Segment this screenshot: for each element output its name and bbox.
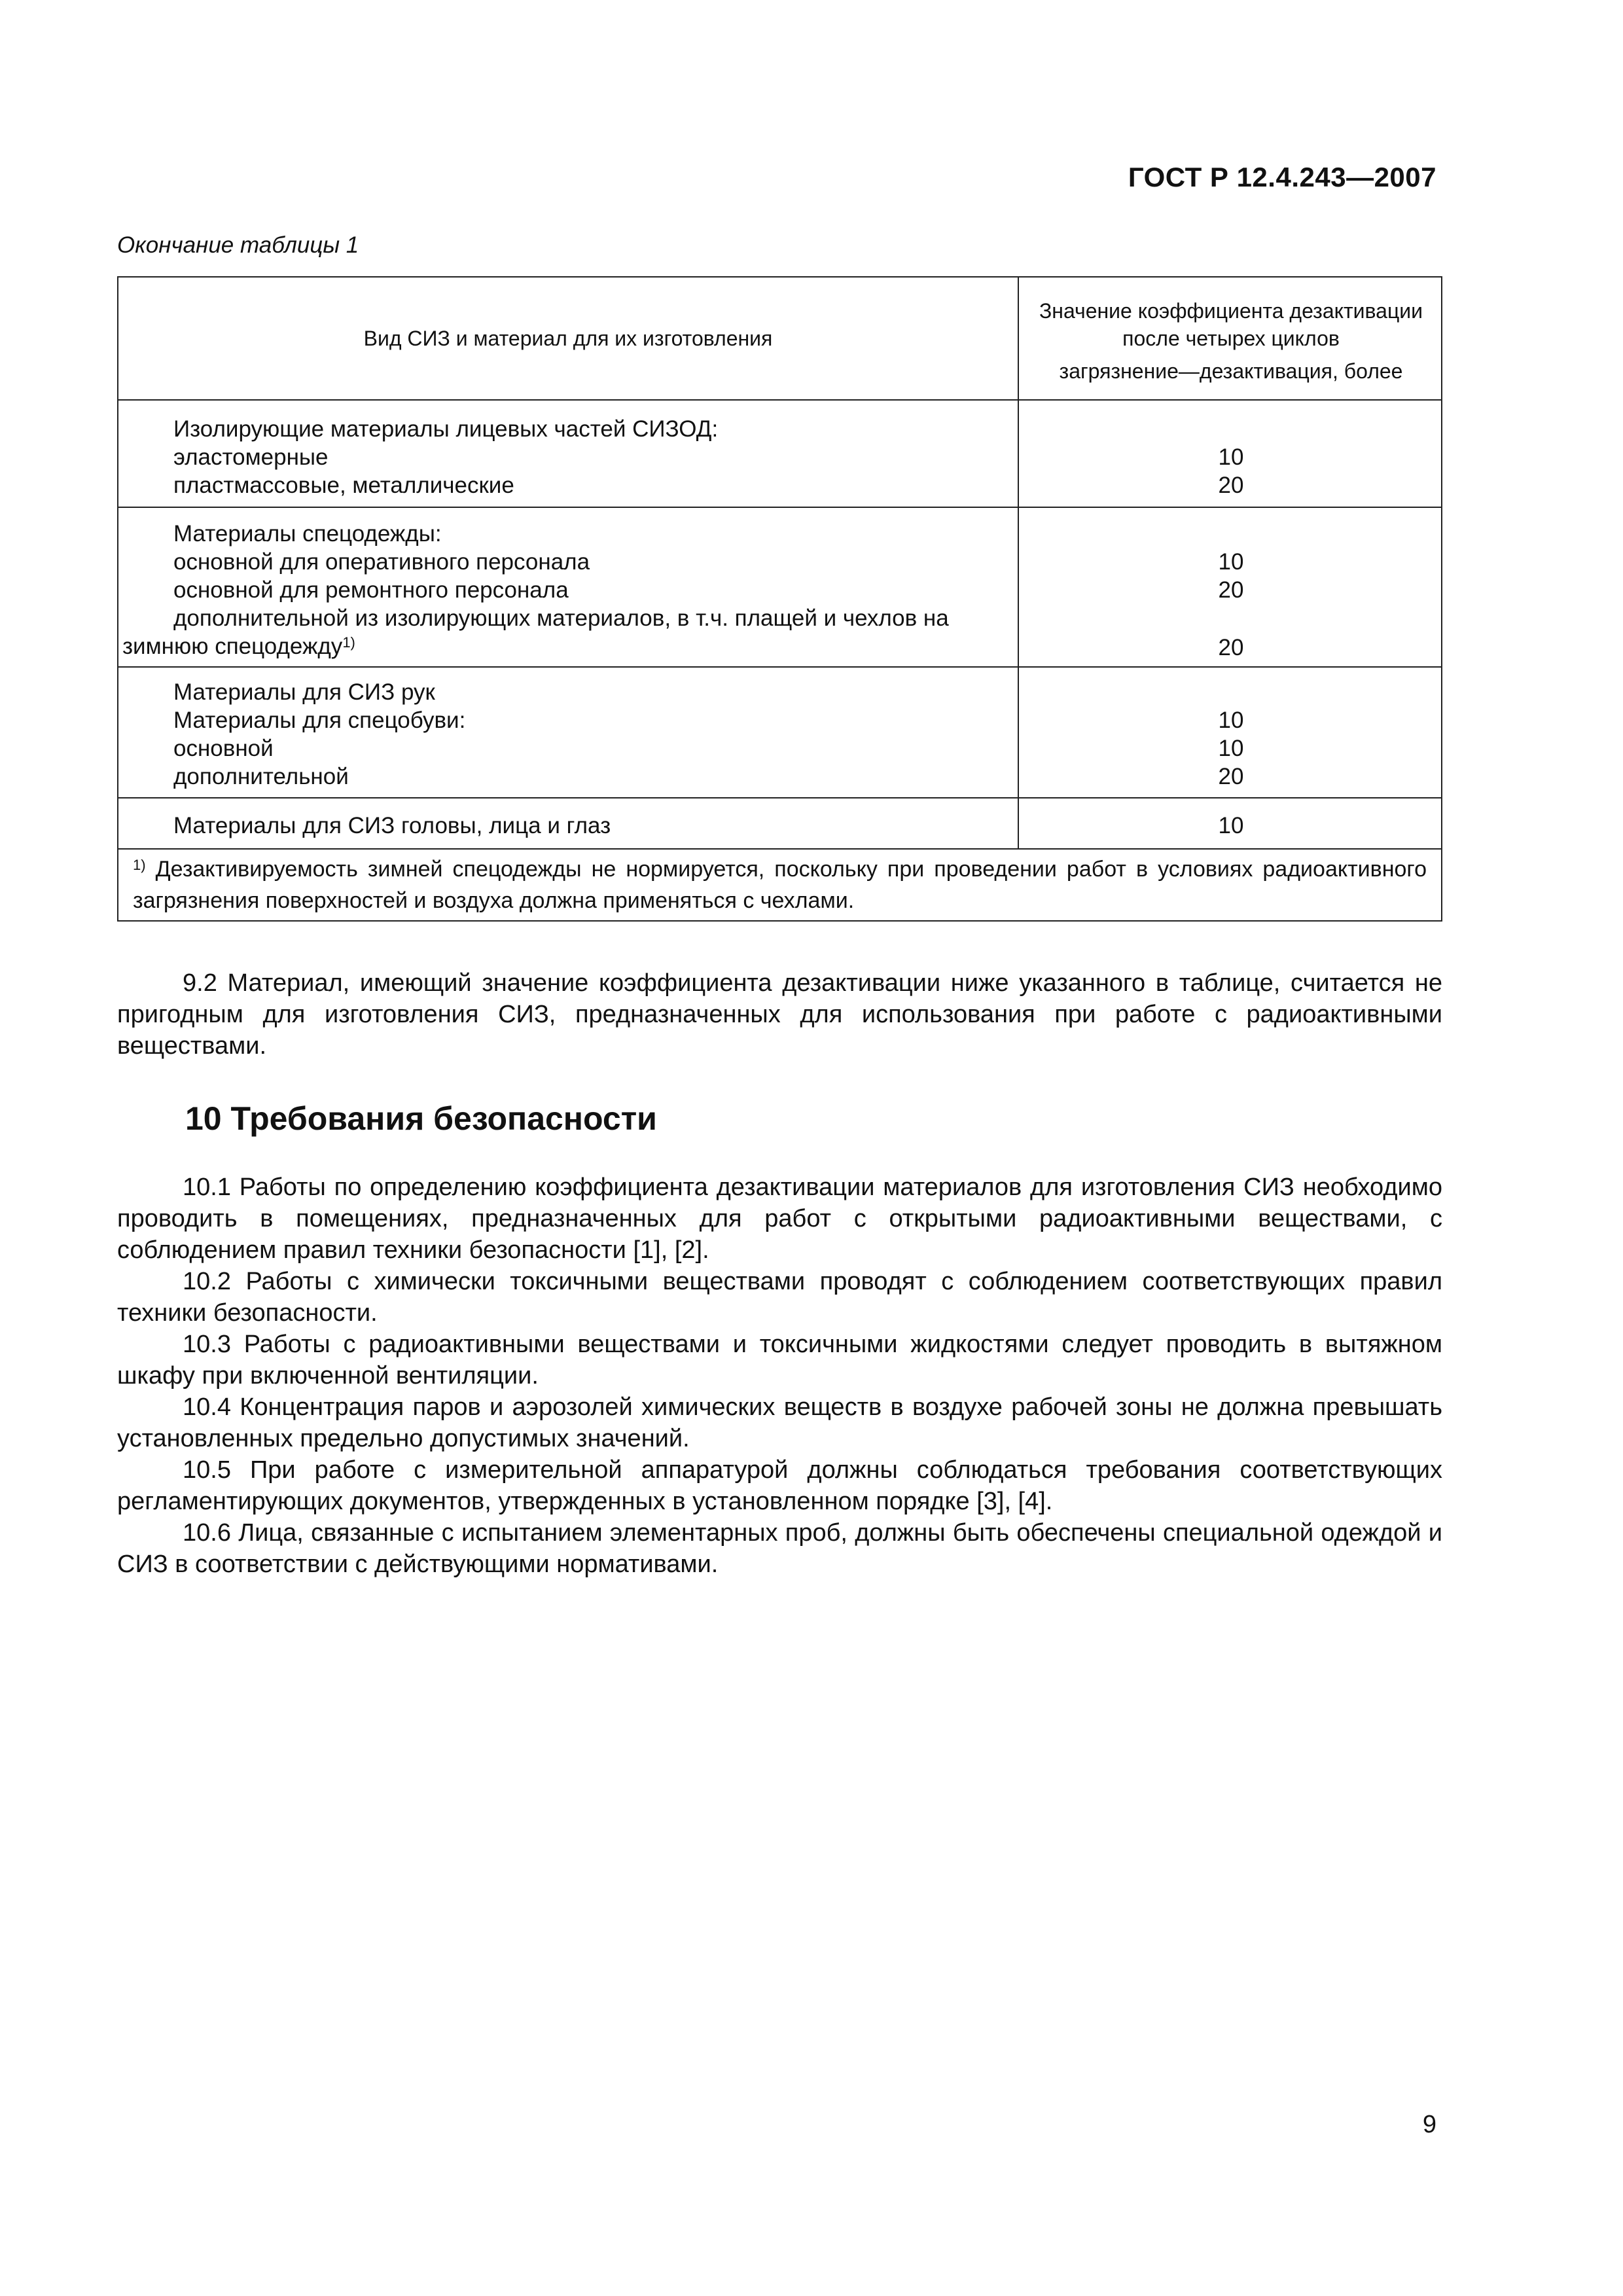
table-row-label: основной для ремонтного персонала xyxy=(173,577,569,603)
table-row-label: основной для оперативного персонала xyxy=(173,549,590,575)
table-row-label: Материалы для спецобуви: xyxy=(173,708,466,733)
row-divider xyxy=(118,507,1441,508)
row-divider xyxy=(118,797,1441,798)
table-row-label: дополнительной из изолирующих материалов, в т.ч. плащей и чехлов на xyxy=(173,605,949,631)
column-header-value-line: после четырех циклов xyxy=(1122,327,1340,350)
paragraph-10-3: 10.3 Работы с радиоактивными веществами и токсичными жидкостями следует проводить в вытяжном шкафу при включенной вентиляции. xyxy=(117,1331,1442,1390)
table-row-label: Изолирующие материалы лицевых частей СИЗОД: xyxy=(173,416,719,442)
column-header-value-line: Значение коэффициента дезактивации xyxy=(1039,299,1423,323)
table-row-label: основной xyxy=(173,736,274,761)
table-row-label: пластмассовые, металлические xyxy=(173,473,514,498)
table-row-label: эластомерные xyxy=(173,444,329,470)
document-code: ГОСТ Р 12.4.243—2007 xyxy=(1128,162,1436,192)
page-number: 9 xyxy=(1422,2111,1436,2138)
table-caption: Окончание таблицы 1 xyxy=(117,232,359,258)
footnote-mark: 1) xyxy=(133,857,146,873)
table-value: 10 xyxy=(1218,444,1244,470)
table-row-label: Материалы для СИЗ головы, лица и глаз xyxy=(173,813,611,838)
table-row-label: зимнюю спецодежду$^{1)}$ xyxy=(122,634,355,659)
table-value: 20 xyxy=(1218,764,1244,789)
footnote-ref: 1) xyxy=(342,634,355,651)
row-divider xyxy=(118,848,1441,850)
paragraph-10-2: 10.2 Работы с химически токсичными веществами проводят с соблюдением соответствующих правил техники безопасности. xyxy=(117,1268,1442,1327)
table-value: 20 xyxy=(1218,473,1244,498)
table-footnote: $^{1)}$ Дезактивируемость зимней спецодежды не нормируется, поскольку при проведении работ в условиях радиоактивного загрязнения поверхностей и воздуха должна применяться с чехлами. xyxy=(133,857,1427,913)
section-title: 10 Требования безопасности xyxy=(185,1100,657,1137)
decontamination-table xyxy=(117,276,1442,922)
column-header-material: Вид СИЗ и материал для их изготовления xyxy=(363,327,773,350)
table-value: 20 xyxy=(1218,577,1244,603)
paragraph-10-5: 10.5 При работе с измерительной аппаратурой должны соблюдаться требования соответствующих регламентирующих документов, утвержденных в установленном порядке [3], [4]. xyxy=(117,1456,1442,1515)
table-value: 10 xyxy=(1218,549,1244,575)
table-row-label: дополнительной xyxy=(173,764,349,789)
table-value: 20 xyxy=(1218,635,1244,660)
paragraph-10-1: 10.1 Работы по определению коэффициента дезактивации материалов для изготовления СИЗ необходимо проводить в помещениях, предназначенных для работ с открытыми радиоактивными веществами, с соблюдением правил техники безопасности [1], [2]. xyxy=(117,1174,1442,1264)
paragraph-9-2: 9.2 Материал, имеющий значение коэффициента дезактивации ниже указанного в таблице, считается не пригодным для изготовления СИЗ, предназначенных для использования при работе с радиоактивными веществами. xyxy=(117,969,1442,1060)
paragraph-10-4: 10.4 Концентрация паров и аэрозолей химических веществ в воздухе рабочей зоны не должна превышать установленных предельно допустимых значений. xyxy=(117,1393,1442,1452)
row-divider xyxy=(118,666,1441,668)
table-row-label: Материалы спецодежды: xyxy=(173,521,442,547)
table-value: 10 xyxy=(1218,813,1244,838)
header-divider xyxy=(118,399,1441,401)
table-row-label: Материалы для СИЗ рук xyxy=(173,679,435,705)
table-value: 10 xyxy=(1218,708,1244,733)
column-header-value-line: загрязнение—дезактивация, более xyxy=(1059,359,1403,383)
table-value: 10 xyxy=(1218,736,1244,761)
paragraph-10-6: 10.6 Лица, связанные с испытанием элементарных проб, должны быть обеспечены специальной одеждой и СИЗ в соответствии с действующими нормативами. xyxy=(117,1519,1442,1578)
